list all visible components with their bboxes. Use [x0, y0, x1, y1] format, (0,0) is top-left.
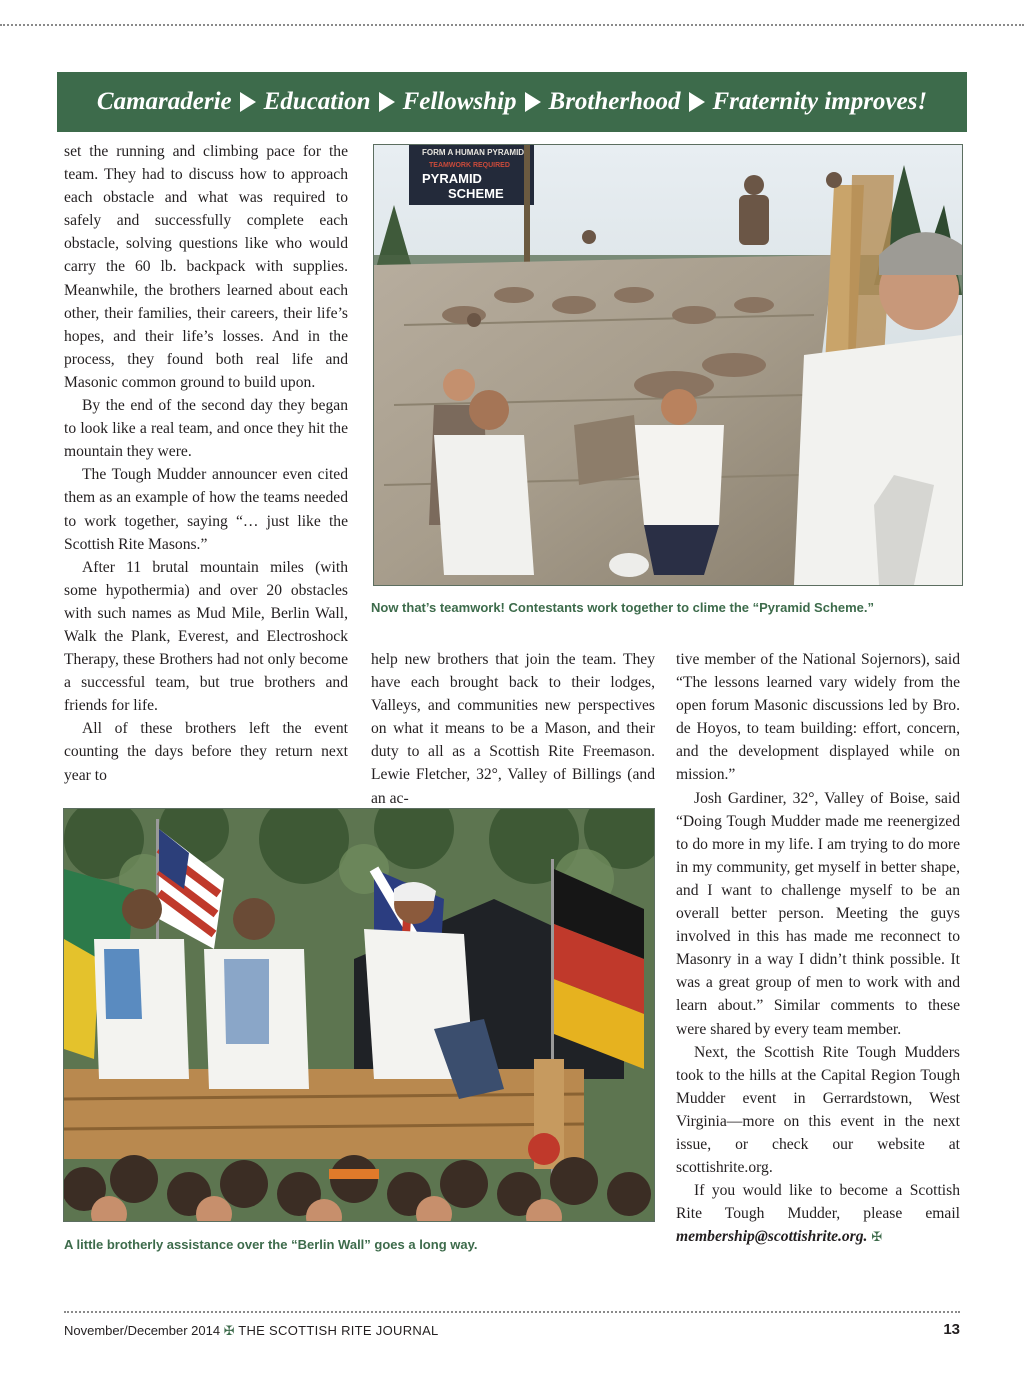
sign-line-3: PYRAMID — [422, 171, 482, 186]
arrow-right-icon — [240, 92, 256, 112]
paragraph: All of these brothers left the event counting the days before they return next year to — [64, 720, 348, 784]
photo-caption-berlin-wall: A little brotherly assistance over the “Berlin Wall” goes a long way. — [64, 1237, 478, 1252]
bottom-dotted-rule — [64, 1311, 960, 1313]
photo-caption-pyramid: Now that’s teamwork! Contestants work together to clime the “Pyramid Scheme.” — [371, 600, 875, 615]
closing-paragraph — [676, 1179, 960, 1249]
paragraph: Josh Gardiner, 32°, Valley of Boise, said “Doing Tough Mudder made me reenergized to do more in my life. I am trying to do more in my community, get myself in better shape, and I want to challenge myself to be an overall better person. Meeting the guys involved in this has made me reconnect to Masonry in a way I didn’t think possible. It was a great group of men to work with and learn about.” Similar comments to these were shared by every team member. — [676, 789, 960, 1038]
banner-word-camaraderie: Camaraderie — [96, 88, 232, 115]
photo-pyramid-scheme — [373, 144, 963, 586]
page-number: 13 — [943, 1321, 960, 1338]
footer-issue: November/December 2014 — [64, 1323, 221, 1338]
banner-word-education: Education — [263, 88, 371, 115]
paragraph: The Tough Mudder announcer even cited them as an example of how the teams needed to work together, saying “… just like the Scottish Rite Masons.” — [64, 466, 348, 553]
footer-left — [64, 1323, 439, 1339]
page-footer — [64, 1320, 960, 1342]
paragraph: By the end of the second day they began to look like a real team, and once they hit the mountain they were. — [64, 397, 348, 461]
paragraph: After 11 brutal mountain miles (with some hypothermia) and over 20 obstacles with such names as Mud Mile, Berlin Wall, Walk the Plank, Everest, and Electroshock Therapy, these Brothers had not only become a successful team, but true brothers and friends for life. — [64, 558, 348, 715]
arrow-right-icon — [525, 92, 541, 112]
article-column-3 — [676, 648, 960, 1249]
arrow-right-icon — [379, 92, 395, 112]
maltese-cross-icon: ✠ — [871, 1230, 883, 1246]
paragraph: tive member of the National Sojernors), said “The lessons learned vary widely from the open forum Masonic discussions led by Bro. de Hoyos, to team building: effort, concern, and the development displayed while on mission.” — [676, 651, 960, 784]
sign-line-4: SCHEME — [448, 186, 504, 201]
sign-line-1: FORM A HUMAN PYRAMID — [422, 148, 525, 157]
maltese-cross-icon: ✠ — [223, 1324, 235, 1339]
berlin-wall-photo-illustration — [64, 809, 654, 1221]
membership-email: membership@scottishrite.org. — [676, 1228, 868, 1246]
closing-text: If you would like to become a Scottish Rite Tough Mudder, please email — [676, 1182, 960, 1223]
footer-journal-title: THE SCOTTISH RITE JOURNAL — [238, 1323, 439, 1338]
pyramid-scheme-photo-illustration — [374, 145, 962, 585]
paragraph: set the running and climbing pace for the team. They had to discuss how to approach each obstacle and what was required to safely and successfully complete each obstacle, solving questions like who would carry the 60 lb. backpack with supplies. Meanwhile, the brothers learned about each other, their families, their careers, their life’s hopes, and their life’s losses. And in the process, they found both real life and Masonic common ground to build upon. — [64, 143, 348, 391]
paragraph: help new brothers that join the team. They have each brought back to their lodges, Valleys, and communities new perspectives on what it means to be a Mason, and their duty to all as a Scottish Rite Freemason. Lewie Fletcher, 32°, Valley of Billings (and an ac- — [371, 651, 655, 807]
banner-word-fraternity: Fraternity improves! — [712, 88, 928, 115]
banner-word-fellowship: Fellowship — [402, 88, 517, 115]
photo-berlin-wall — [63, 808, 655, 1222]
header-banner — [57, 72, 967, 132]
article-column-2 — [371, 648, 655, 810]
article-column-1 — [64, 140, 348, 787]
paragraph: Next, the Scottish Rite Tough Mudders took to the hills at the Capital Region Tough Mudder event in Gerrardstown, West Virginia—more on this event in the next issue, or check our website at scottishrite.org. — [676, 1043, 960, 1177]
sign-line-2: TEAMWORK REQUIRED — [429, 162, 510, 169]
banner-word-brotherhood: Brotherhood — [548, 88, 681, 115]
top-dotted-rule — [0, 24, 1024, 26]
arrow-right-icon — [689, 92, 705, 112]
